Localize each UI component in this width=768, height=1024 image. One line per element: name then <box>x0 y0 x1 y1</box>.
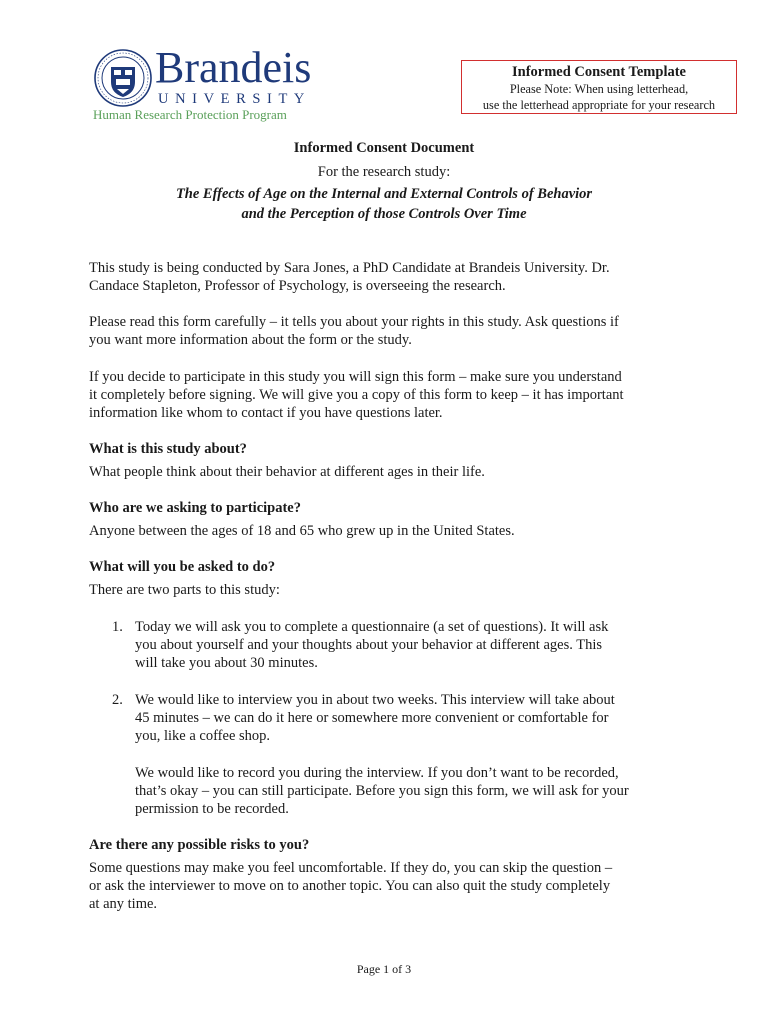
study-title-line: and the Perception of those Controls Over Time <box>241 205 527 222</box>
program-name: Human Research Protection Program <box>93 107 287 122</box>
text-line: We would like to record you during the interview. If you don’t want to be recorded, <box>135 765 619 781</box>
study-for-label: For the research study: <box>317 164 451 180</box>
text-line: Candace Stapleton, Professor of Psychology, is overseeing the research. <box>89 278 506 295</box>
list-text <box>135 691 680 746</box>
university-seal-icon <box>94 49 152 107</box>
intro-paragraph <box>89 368 689 423</box>
list-number: 1. <box>112 619 123 635</box>
text-line: Today we will ask you to complete a questionnaire (a set of questions). It will ask <box>135 619 609 635</box>
intro-paragraph <box>89 259 689 295</box>
text-line: permission to be recorded. <box>135 801 289 818</box>
section-heading: What will you be asked to do? <box>89 559 276 575</box>
brand-wordmark: Brandeis <box>155 43 312 92</box>
study-title <box>0 185 768 224</box>
document-title: Informed Consent Document <box>293 140 475 156</box>
text-line: 45 minutes – we can do it here or somewhere more convenient or comfortable for <box>135 710 609 727</box>
text-line: you, like a coffee shop. <box>135 728 271 745</box>
section-text <box>89 859 689 914</box>
notice-title: Informed Consent Template <box>511 64 686 80</box>
section-text: There are two parts to this study: <box>89 582 280 598</box>
list-item-paragraph <box>135 764 680 819</box>
text-line: that’s okay – you can still participate. Before you sign this form, we will ask for your <box>135 783 629 800</box>
page-number: Page 1 of 3 <box>356 962 412 976</box>
section-text: Anyone between the ages of 18 and 65 who grew up in the United States. <box>89 523 515 539</box>
list-number: 2. <box>112 692 123 708</box>
list-text <box>135 618 680 673</box>
text-line: This study is being conducted by Sara Jones, a PhD Candidate at Brandeis University. Dr. <box>89 260 610 276</box>
section-text: What people think about their behavior at different ages in their life. <box>89 464 485 480</box>
intro-paragraph <box>89 313 689 349</box>
text-line: you want more information about the form or the study. <box>89 332 412 349</box>
text-line: We would like to interview you in about two weeks. This interview will take about <box>135 692 615 708</box>
study-title-line: The Effects of Age on the Internal and External Controls of Behavior <box>175 186 593 202</box>
notice-line: Please Note: When using letterhead, <box>509 82 689 96</box>
text-line: or ask the interviewer to move on to another topic. You can also quit the study completely <box>89 878 611 895</box>
text-line: at any time. <box>89 896 158 913</box>
section-heading: Are there any possible risks to you? <box>89 837 310 853</box>
text-line: Some questions may make you feel uncomfortable. If they do, you can skip the question – <box>89 860 613 876</box>
notice-line: use the letterhead appropriate for your research <box>482 98 716 112</box>
text-line: Please read this form carefully – it tells you about your rights in this study. Ask questions if <box>89 314 619 330</box>
text-line: you about yourself and your thoughts about your behavior at different ages. This <box>135 637 602 654</box>
template-notice-box <box>461 60 737 114</box>
section-heading: What is this study about? <box>89 441 247 457</box>
university-wordmark: UNIVERSITY <box>158 91 311 107</box>
section-heading: Who are we asking to participate? <box>89 500 301 516</box>
text-line: it completely before signing. We will give you a copy of this form to keep – it has important <box>89 387 624 404</box>
text-line: will take you about 30 minutes. <box>135 655 318 672</box>
text-line: If you decide to participate in this study you will sign this form – make sure you understand <box>89 369 622 385</box>
text-line: information like whom to contact if you have questions later. <box>89 405 443 422</box>
